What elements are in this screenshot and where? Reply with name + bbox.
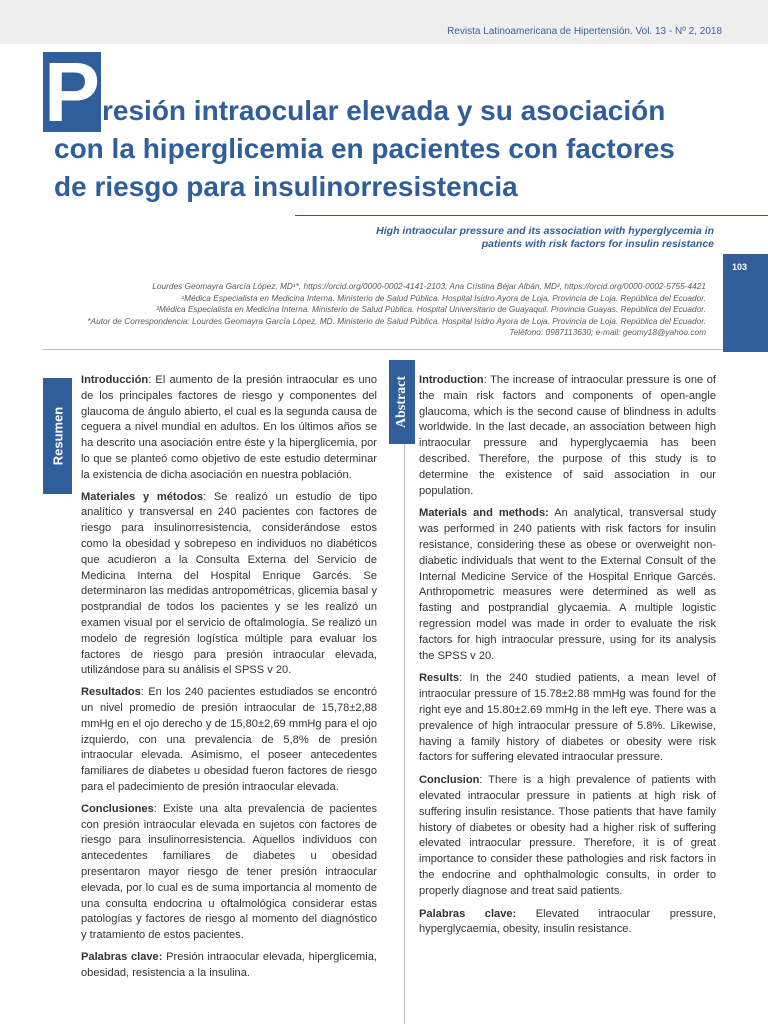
drop-cap-letter: P <box>43 45 101 139</box>
section-text: Presión intraocular elevada, hiperglicemia, obesidad, resistencia a la insulina. <box>81 950 378 979</box>
section-text: : Se realizó un estudio de tipo analítico y transversal en 240 pacientes con factores de riesgo para insulinorresistencia, considerándose estos como la obesidad y sobrepeso en individuos no diabéticos que acudieron a la Consulta Externa del Servicio de Medicina Interna del Hospital Enrique Garcés. Se determinaron las medidas antropométricas, glicemia basal y postprandial de todos los pacientes y se les realizó un examen visual por el servicio de oftalmología. Se realizó un modelo de regresión logística múltiple para evaluar los factores de riesgo para presión intraocular elevada, utilizándose para su análisis el SPSS v 20. <box>81 490 377 677</box>
section-label: Results <box>419 672 460 685</box>
abstract-column <box>419 373 716 945</box>
section-label: Conclusiones <box>81 802 154 815</box>
resumen-tab-label: Resumen <box>50 406 65 466</box>
page-number-tab <box>723 254 768 352</box>
section-label: Palabras clave: <box>419 907 517 920</box>
section-label: Conclusion <box>419 774 480 787</box>
section-label: Palabras clave: <box>81 950 163 963</box>
resumen-resultados <box>81 685 377 796</box>
affiliation-2: ²Médica Especialista en Medicina Interna. Ministerio de Salud Pública. Hospital Universitario de Guayaquil. Provincia Guayas. República del Ecuador. <box>156 304 706 315</box>
article-title <box>54 92 734 206</box>
title-divider <box>295 215 768 216</box>
title-line-1: resión intraocular elevada y su asociación <box>102 95 666 126</box>
affiliation-1: ¹Médica Especialista en Medicina Interna. Ministerio de Salud Pública. Hospital Isidro Ayora de Loja. Provincia de Loja. República del Ecuador. <box>181 292 706 303</box>
resumen-metodos <box>81 490 377 680</box>
section-label: Introducción <box>81 374 149 386</box>
header-band <box>0 0 768 44</box>
author-block <box>66 281 706 339</box>
resumen-palabras-clave <box>81 950 377 982</box>
section-label: Resultados <box>81 686 141 699</box>
section-text: : There is a high prevalence of patients with elevated intraocular pressure in patients at high risk of suffering insulin resistance. Those patients that have family history of diabetes or obesity had a higher risk of suffering elevated intraocular pressure. Therefore, it is of great importance to consider these pathologies and risk factors in the endocrine and ophthalmologic consults, in order to properly diagnose and treat said patients. <box>419 774 716 897</box>
abstract-methods <box>419 506 716 664</box>
resumen-column <box>81 373 377 987</box>
english-title-line-1: High intraocular pressure and its association with hyperglycemia in <box>376 225 714 237</box>
section-text: : En los 240 pacientes estudiados se encontró un nivel promedio de presión intraocular de 15,78±2,88 mmHg en el ojo derecho y de 15,80±2,69 mmHg para el ojo izquierdo, con una prevalencia de 5,8% de presión intraocular elevada. Asimismo, el poseer antecedentes familiares de diabetes u obesidad fueron factores de riesgo para el padecimiento de presión intraocular elevada. <box>81 686 377 793</box>
section-text: : In the 240 studied patients, a mean level of intraocular pressure of 15.78±2.88 mmHg was found for the right eye and 15.80±2.69 mmHg in the left eye. There was a prevalence of high intraocular pressure of 5.8%. Likewise, having a family history of diabetes or obesity were risk factors for suffering elevated intraocular pressure. <box>419 672 716 764</box>
abstract-conclusion <box>419 773 716 899</box>
section-label: Materiales y métodos <box>81 490 204 503</box>
title-line-2: con la hiperglicemia en pacientes con factores <box>54 133 675 164</box>
abstract-keywords <box>419 907 716 939</box>
abstract-tab-label: Abstract <box>394 375 409 429</box>
correspondence: *Autor de Correspondencia: Lourdes Geomayra García López, MD. Ministerio de Salud Pública. Hospital Isidro Ayora de Loja. Provincia de Loja. República del Ecuador. <box>87 315 706 326</box>
abstract-introduction <box>419 373 716 499</box>
page-number: 103 <box>732 262 748 272</box>
resumen-introduccion <box>81 373 377 484</box>
section-text: Elevated intraocular pressure, hyperglycaemia, obesity, insulin resistance. <box>419 907 716 936</box>
contact-line: Teléfono: 0987113630; e-mail: geomy18@yahoo.com <box>509 327 706 338</box>
column-divider <box>404 444 405 1024</box>
header-rule <box>43 349 723 350</box>
resumen-conclusiones <box>81 802 377 944</box>
section-text: : El aumento de la presión intraocular es uno de los principales factores de riesgo y componentes del glaucoma de ángulo abierto, el cual es la segunda causa de ceguera a nivel mundial en adultos. En los últimos años se ha descrito una asociación entre éste y la hiperglicemia, por lo que se planteó como objetivo de este estudio determinar la existencia de dicha asociación en nuestra población. <box>81 374 377 481</box>
english-title-line-2: patients with risk factors for insulin resistance <box>481 238 714 250</box>
abstract-results <box>419 671 716 766</box>
resumen-tab <box>43 378 72 494</box>
abstract-tab <box>389 360 415 444</box>
section-text: An analytical, transversal study was performed in 240 patients with risk factors for insulin resistance, considering these as obese or overweight non-diabetic individuals that went to the External Consult of the Internal Medicine Service of the Hospital Enrique Garcés. Anthropometric measures were determined as well as fasting and postprandial glycaemia. A multiple logistic regression model was made in order to evaluate the risk factors for high intraocular pressure, using for its analysis the SPSS v 20. <box>419 507 717 662</box>
section-label: Introduction <box>419 374 484 386</box>
section-label: Materials and methods: <box>419 507 549 520</box>
english-title <box>294 225 714 251</box>
section-text: : The increase of intraocular pressure is one of the main risk factors and components of open-angle glaucoma, which is the second cause of blindness in adults worldwide. In the last decade, an association between high intraocular pressure and hyperglycaemia has been described. Therefore, the purpose of this study is to determine the existence of said association in our population. <box>419 374 716 497</box>
author-line: Lourdes Geomayra García López, MD¹*, https://orcid.org/0000-0002-4141-2103, Ana Cristina Béjar Albán, MD², https://orcid.org/0000-0002-5755-4421 <box>152 281 706 291</box>
section-text: : Existe una alta prevalencia de pacientes con presión intraocular elevada en sujetos con factores de riesgo para insulinorresistencia. Aquellos individuos con antecedentes familiares de diabetes u obesidad presentaron mayor riesgo de tener presión intraocular elevada, por lo cual es de suma importancia al momento de una consulta endocrina u oftalmológica considerar estas patologías y factores de riesgo al momento del diagnóstico y tratamiento de estos pacientes. <box>81 802 377 942</box>
title-line-3: de riesgo para insulinorresistencia <box>54 171 518 202</box>
journal-citation: Revista Latinoamericana de Hipertensión. Vol. 13 - Nº 2, 2018 <box>447 26 722 37</box>
